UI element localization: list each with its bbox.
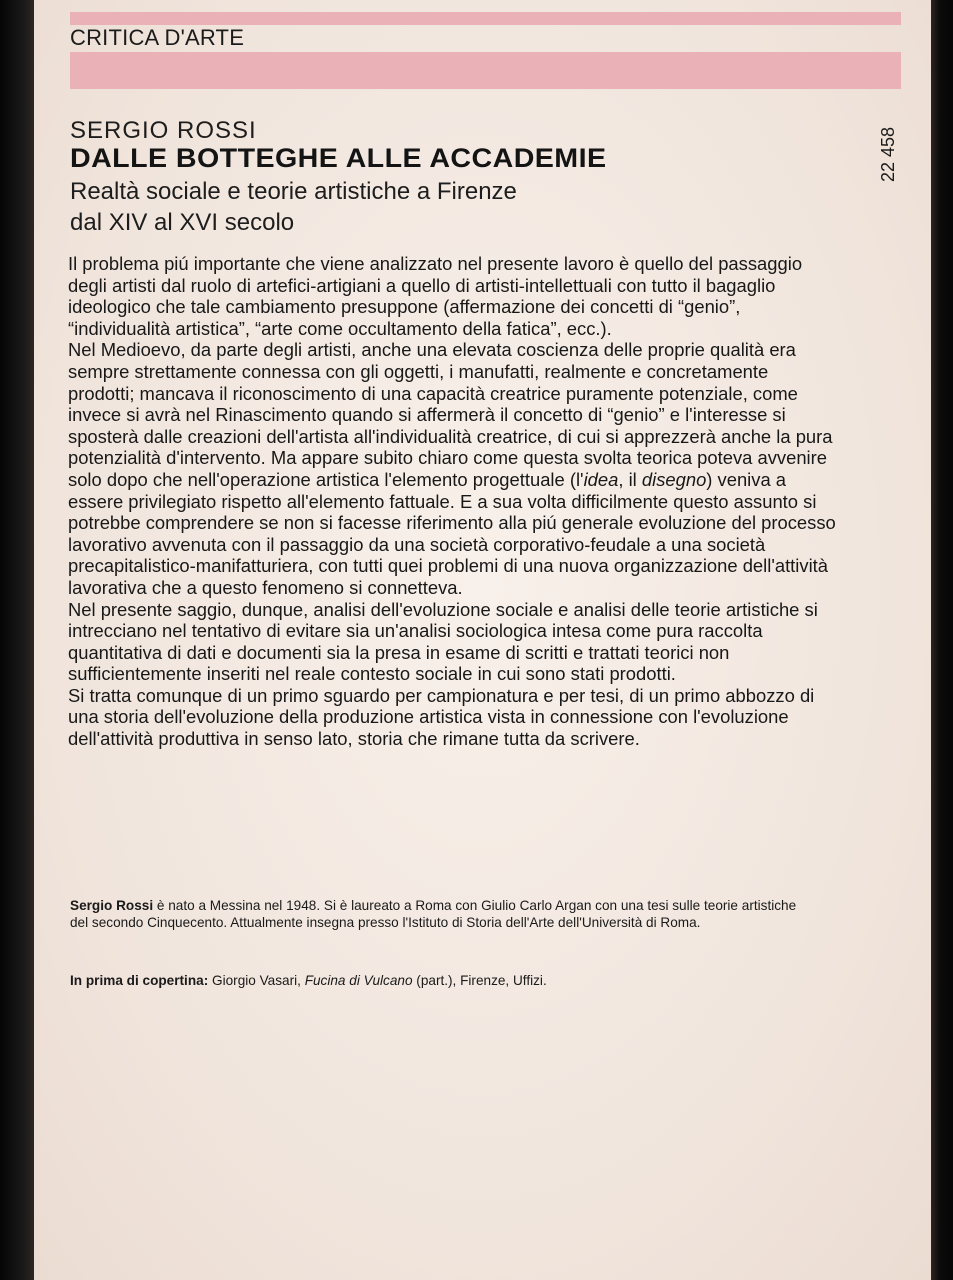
pink-band-top: [70, 12, 901, 25]
subtitle-line-2: dal XIV al XVI secolo: [70, 209, 295, 236]
bio-name: Sergio Rossi: [70, 898, 154, 913]
subtitle-line-1: Realtà sociale e teorie artistiche a Firenze: [70, 178, 517, 205]
term-disegno: disegno: [641, 468, 707, 490]
blurb-paragraph-2-part-a: Nel Medioevo, da parte degli artisti, anche una elevata coscienza delle proprie qualità era sempre strettamente connessa con gli oggetti, i manufatti, realmente e concretamente prodotti; mancava il riconoscimento di una capacità creatrice puramente potenziale, come invece si avrà nel Rinascimento quando si affermerà il concetto di “genio” e l'interesse si sposterà dalle creazioni dell'artista all'individualità creatrice, di cui si apprezzerà anche la pura potenzialità d'intervento. Ma appare subito chiaro come questa svolta teorica poteva avvenire solo dopo che nell'operazione artistica l'elemento progettuale (l': [68, 339, 833, 490]
back-cover: [34, 0, 931, 1280]
bio-text: è nato a Messina nel 1948. Si è laureato a Roma con Giulio Carlo Argan con una tesi sulle teorie artistiche del secondo Cinquecento. Attualmente insegna presso l'Istituto di Storia dell'Arte dell'Università di Roma.: [70, 898, 797, 930]
blurb-paragraph-4: Si tratta comunque di un primo sguardo per campionatura e per tesi, di un primo abbozzo di una storia dell'evoluzione della produzione artistica vista in connessione con l'evoluzione dell'attività produttiva in senso lato, storia che rimane tutta da scrivere.: [68, 684, 815, 750]
pink-band-lower: [70, 52, 901, 89]
cover-credit-artist: Giorgio Vasari,: [208, 973, 305, 988]
cover-credit-work: Fucina di Vulcano: [304, 973, 413, 988]
blurb-paragraph-2-part-c: ) veniva a essere privilegiato rispetto all'elemento fattuale. E a sua volta difficilmente questo assunto si potrebbe comprendere se non si facesse riferimento alla piú generale evoluzione del processo lavorativo avvenuta con il passaggio da una società corporativo-feudale a una società precapitalistico-manifatturiera, con tutti quei problemi di una nuova organizzazione dell'attività lavorativa che a questo fenomeno si connetteva.: [68, 468, 836, 598]
blurb-text: [68, 253, 838, 750]
book-subtitle: [70, 176, 710, 238]
author-bio: [70, 897, 810, 931]
catalog-code: 22 458: [878, 126, 898, 182]
blurb-paragraph-2-part-b: , il: [618, 468, 642, 490]
right-binding-edge: [931, 0, 953, 1280]
blurb-paragraph-2: [68, 339, 838, 598]
series-name: CRITICA D'ARTE: [70, 25, 245, 50]
book-title: DALLE BOTTEGHE ALLE ACCADEMIE: [70, 143, 607, 173]
left-binding-edge: [0, 0, 34, 1280]
cover-credit-label: In prima di copertina:: [70, 973, 209, 988]
term-idea: idea: [583, 468, 619, 490]
cover-credit: [70, 972, 850, 989]
cover-credit-rest: (part.), Firenze, Uffizi.: [412, 973, 547, 988]
blurb-paragraph-3: Nel presente saggio, dunque, analisi dell'evoluzione sociale e analisi delle teorie artistiche si intrecciano nel tentativo di evitare sia un'analisi sociologica intesa come pura raccolta quantitativa di dati e documenti sia la presa in esame di scritti e trattati teorici non sufficientemente inseriti nel reale contesto sociale in cui sono stati prodotti.: [68, 598, 818, 685]
author-name: SERGIO ROSSI: [70, 117, 257, 144]
blurb-paragraph-1: Il problema piú importante che viene analizzato nel presente lavoro è quello del passaggio degli artisti dal ruolo di artefici-artigiani a quello di artisti-intellettuali con tutto il bagaglio ideologico che tale cambiamento presuppone (affermazione dei concetti di “genio”, “individualità artistica”, “arte come occultamento della fatica”, ecc.).: [68, 253, 803, 339]
